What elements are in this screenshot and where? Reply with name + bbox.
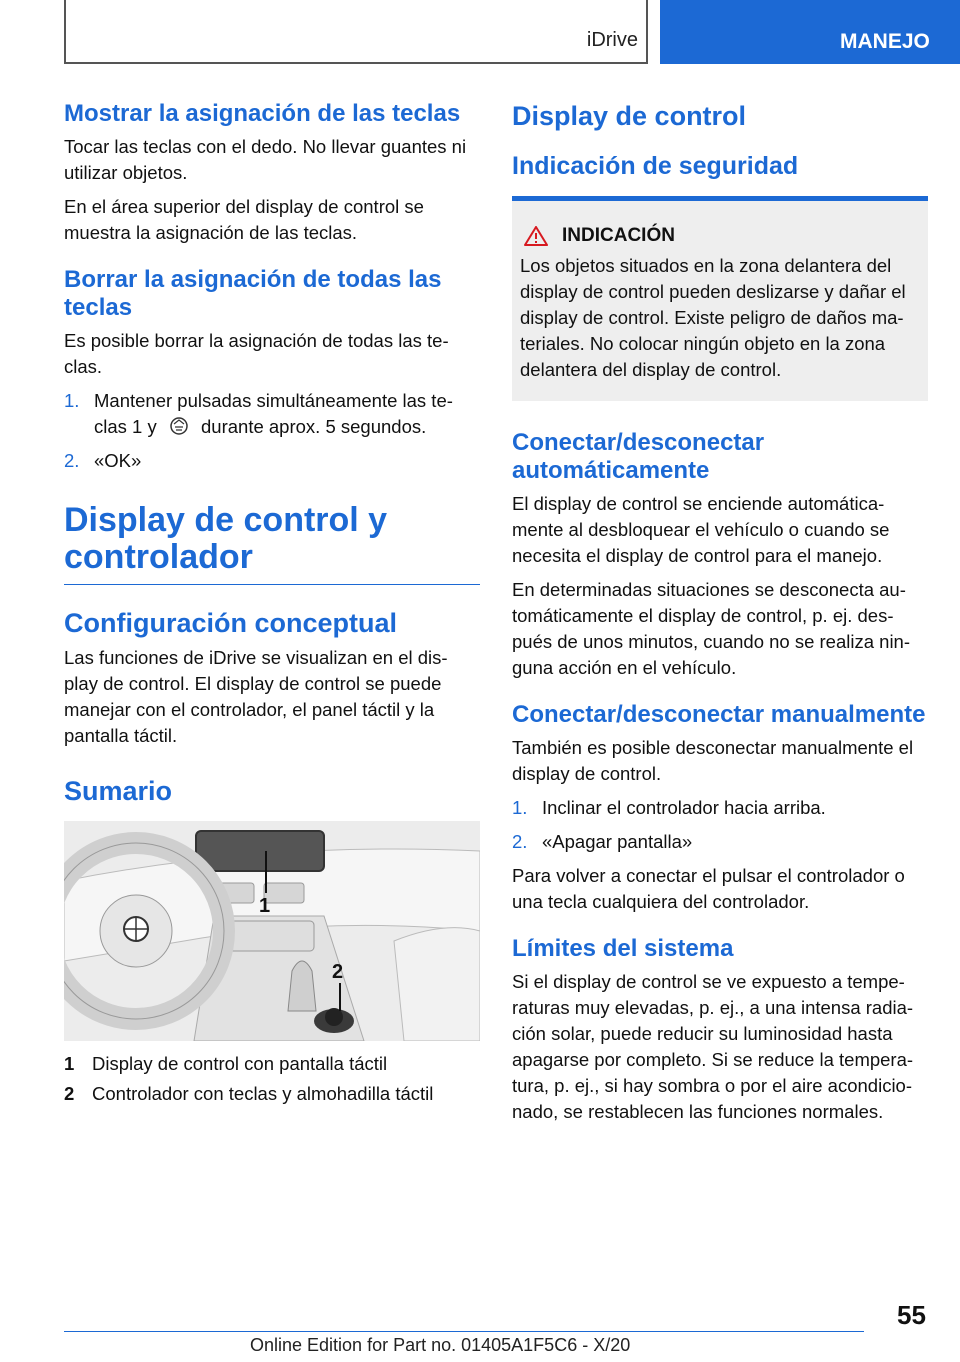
heading-show-assignment: Mostrar la asignación de las teclas: [64, 100, 461, 127]
notice-box: [512, 196, 928, 401]
heading-delete-assignment: Borrar la asignación de todas las teclas: [64, 266, 442, 321]
heading-system-limits: Límites del sistema: [512, 935, 734, 962]
step-number: 2.: [512, 831, 528, 852]
step-number: 1.: [512, 797, 528, 818]
header-chapter-tab: [660, 0, 960, 64]
heading-conceptual-config: Configuración conceptual: [64, 608, 398, 638]
heading-control-display: Display de control: [512, 101, 747, 131]
step-text: Inclinar el controlador hacia arriba.: [542, 797, 826, 818]
heading-display-controller: Display de control y controlador: [64, 502, 480, 585]
footer-divider: [64, 1331, 864, 1332]
warning-triangle-icon: [524, 226, 548, 246]
left-column: [64, 100, 480, 1111]
header-section-label: iDrive: [586, 29, 638, 51]
paragraph-show-2: En el área superior del display de control se muestra la asignación de las teclas.: [64, 196, 424, 243]
notice-text: Los objetos situados en la zona delantera del display de control pueden deslizarse y dañar el display de control. Existe peligro de daños ma‐teriales. No colocar ningún objeto en la zona delantera del display de control.: [520, 255, 906, 380]
button-key-icon: [168, 415, 190, 437]
step-text-b: durante aprox. 5 segundos.: [201, 416, 427, 437]
paragraph-concept: Las funciones de iDrive se visualizan en el dis‐play de control. El display de control se puede manejar con el controlador, el panel táctil y la pantalla táctil.: [64, 647, 448, 746]
figure-label-2: 2: [332, 961, 344, 983]
cockpit-illustration: [64, 821, 480, 1041]
legend-item-1: [64, 1051, 480, 1077]
header-chapter-label: MANEJO: [840, 30, 930, 53]
notice-title-text: INDICACIÓN: [562, 225, 675, 246]
step-number: 1.: [64, 390, 80, 411]
paragraph-limits: Si el display de control se ve expuesto a tempe‐raturas muy elevadas, p. ej., a una intensa radia‐ción solar, puede reducir su luminosidad hasta apagarse por completo. Si se reduce la tempera‐tura, p. ej., si hay sombra o por el aire acondicio‐nado, se restablecen las funciones normales.: [512, 971, 914, 1122]
legend-text: Controlador con teclas y almohadilla táctil: [92, 1083, 434, 1104]
page-number: 55: [897, 1300, 926, 1330]
paragraph-auto-1: El display de control se enciende automática‐mente al desbloquear el vehículo o cuando se necesita el display de control para el manejo.: [512, 493, 890, 566]
header-section-box: [64, 0, 648, 64]
right-column: [512, 100, 928, 1133]
legend-text: Display de control con pantalla táctil: [92, 1053, 388, 1074]
paragraph-show-1: Tocar las teclas con el dedo. No llevar guantes ni utilizar objetos.: [64, 136, 467, 183]
step-text: «Apagar pantalla»: [542, 831, 693, 852]
step-1: [64, 388, 480, 440]
paragraph-auto-2: En determinadas situaciones se desconecta au‐tomáticamente el display de control, p. ej. des‐pués de unos minutos, cuando no se realiza nin‐guna acción en el vehículo.: [512, 579, 911, 678]
heading-auto-on-off: Conectar/desconectar automáticamente: [512, 429, 765, 484]
step-number: 2.: [64, 450, 80, 471]
legend-number: 1: [64, 1053, 75, 1074]
heading-safety-note: Indicación de seguridad: [512, 152, 799, 180]
paragraph-manual: También es posible desconectar manualmente el display de control.: [512, 737, 914, 784]
step-2: [64, 448, 480, 474]
paragraph-manual-2: Para volver a conectar el pulsar el controlador o una tecla cualquiera del controlador.: [512, 865, 905, 912]
step-text: «OK»: [94, 450, 142, 471]
figure-label-1: 1: [259, 895, 271, 917]
step-text-a: Mantener pulsadas simultáneamente las te‐clas 1 y: [94, 390, 453, 437]
footer-edition: Online Edition for Part no. 01405A1F5C6 - X/20: [250, 1335, 631, 1355]
legend-item-2: [64, 1081, 480, 1107]
paragraph-delete: Es posible borrar la asignación de todas las te‐clas.: [64, 330, 449, 377]
cockpit-drawing: [64, 821, 480, 1041]
step-1: [512, 795, 928, 821]
notice-title: [520, 223, 920, 249]
step-2: [512, 829, 928, 855]
heading-manual-on-off: Conectar/desconectar manualmente: [512, 701, 926, 728]
legend-number: 2: [64, 1083, 75, 1104]
heading-summary: Sumario: [64, 776, 173, 806]
